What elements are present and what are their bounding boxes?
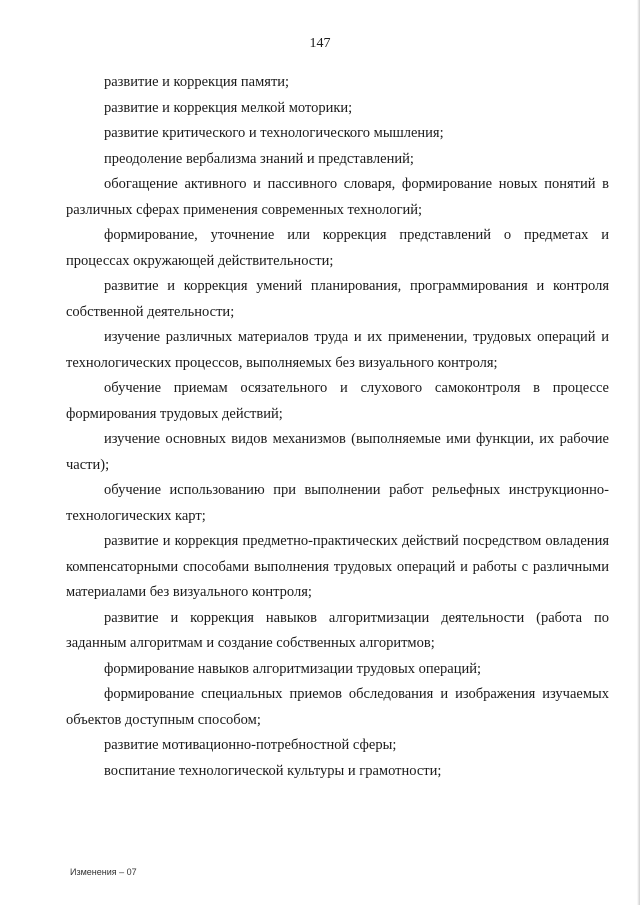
paragraph: развитие и коррекция мелкой моторики;: [104, 99, 353, 116]
paragraph: формирование, уточнение или коррекция представлений о предметах и процессах окружающей действительности;: [66, 227, 609, 269]
paragraph: развитие и коррекция умений планирования, программирования и контроля собственной деятельности;: [66, 278, 609, 320]
paragraph: обучение использованию при выполнении работ рельефных инструкционно-технологических карт;: [66, 482, 609, 524]
paragraph: развитие критического и технологического мышления;: [104, 125, 444, 141]
paragraph: формирование специальных приемов обследования и изображения изучаемых объектов доступным способом;: [66, 686, 609, 728]
paragraph: обучение приемам осязательного и слухового самоконтроля в процессе формирования трудовых действий;: [66, 380, 609, 422]
paragraph: изучение различных материалов труда и их применении, трудовых операций и технологических процессов, выполняемых без визуального контроля;: [66, 329, 609, 371]
paragraph: развитие и коррекция памяти;: [104, 74, 290, 90]
body-text: [66, 70, 609, 784]
paragraph: развитие и коррекция навыков алгоритмизации деятельности (работа по заданным алгоритмам и создание собственных алгоритмов;: [66, 609, 609, 651]
paragraph: обогащение активного и пассивного словаря, формирование новых понятий в различных сферах применения современных технологий;: [66, 176, 609, 218]
paragraph: изучение основных видов механизмов (выполняемые ими функции, их рабочие части);: [66, 431, 609, 473]
paragraph: развитие мотивационно-потребностной сферы;: [104, 737, 397, 753]
revision-note: Изменения – 07: [70, 867, 137, 877]
paragraph: формирование навыков алгоритмизации трудовых операций;: [104, 660, 482, 677]
paragraph: преодоление вербализма знаний и представлений;: [104, 150, 414, 167]
paragraph: развитие и коррекция предметно-практических действий посредством овладения компенсаторными способами выполнения трудовых операций и работы с различными материалами без визуального контроля;: [66, 533, 609, 600]
paragraph: воспитание технологической культуры и грамотности;: [104, 762, 442, 779]
page-number: 147: [309, 36, 331, 51]
